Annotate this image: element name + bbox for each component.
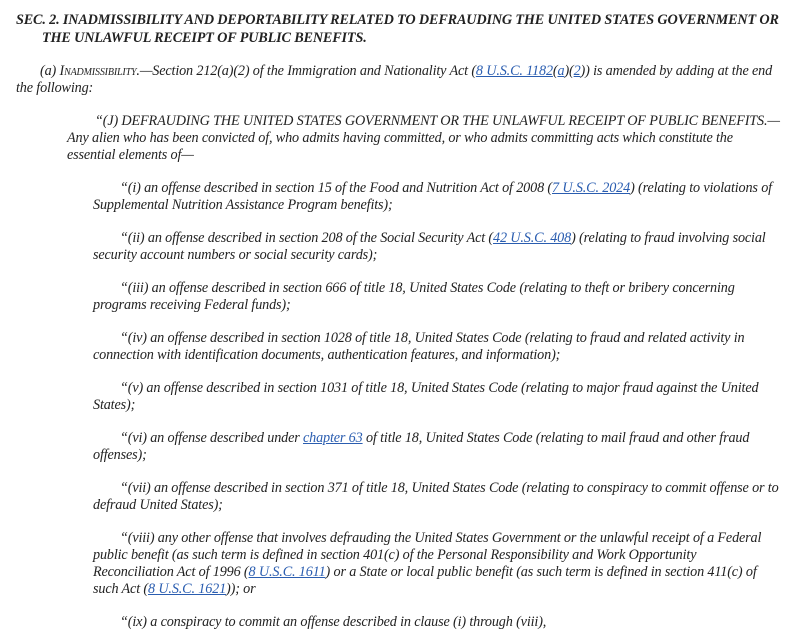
text-segment: )); or xyxy=(226,581,256,597)
text-segment: “(viii) any other offense that involves defrauding the United States Government or the unlawful receipt of a Federal public benefit (as such term is defined in section 401(c) of the Personal Responsibility and Work Opportunity Reconciliation Act of 1996 ( xyxy=(93,530,762,580)
text-segment: “(vii) an offense described in section 371 of title 18, United States Code (relating to conspiracy to commit offense or to defraud United States); xyxy=(93,480,779,513)
text-segment: “(vi) an offense described under xyxy=(120,430,303,446)
text-segment: “(ii) an offense described in section 208 of the Social Security Act ( xyxy=(120,230,494,246)
citation-link[interactable]: 8 U.S.C. 1611 xyxy=(248,564,326,580)
section-heading: SEC. 2. INADMISSIBILITY AND DEPORTABILITY RELATED TO DEFRAUDING THE UNITED STATES GOVERNMENT OR THE UNLAWFUL RECEIPT OF PUBLIC BENEFITS. xyxy=(16,12,779,46)
text-segment: “(J) DEFRAUDING THE UNITED STATES GOVERNMENT OR THE UNLAWFUL RECEIPT OF PUBLIC BENEFITS.—Any alien who has been convicted of, who admits having committed, or who admits committing acts which constitute the essential elements of— xyxy=(67,113,780,163)
clause-item xyxy=(93,380,780,414)
citation-link[interactable]: chapter 63 xyxy=(303,430,363,446)
clause-item xyxy=(93,530,780,598)
citation-link[interactable]: 8 U.S.C. 1621 xyxy=(147,581,227,597)
citation-link[interactable]: 7 U.S.C. 2024 xyxy=(552,180,631,196)
text-segment: “(iii) an offense described in section 666 of title 18, United States Code (relating to theft or bribery concerning programs receiving Federal funds); xyxy=(93,280,735,313)
text-segment: (a) xyxy=(40,63,60,79)
text-segment: “(v) an offense described in section 1031 of title 18, United States Code (relating to major fraud against the United States); xyxy=(93,380,759,413)
text-segment: ) (relating to fraud involving social security account numbers or social security cards); xyxy=(93,230,766,263)
text-segment: “(iv) an offense described in section 1028 of title 18, United States Code (relating to fraud and related activity in connection with identification documents, authentication features, and information); xyxy=(93,330,745,363)
text-segment: .—Section 212(a)(2) of the Immigration and Nationality Act ( xyxy=(136,63,476,79)
text-segment: ) or a State or local public benefit (as such term is defined in section 411(c) of such Act ( xyxy=(93,564,757,597)
text-segment: ) (relating to violations of Supplemental Nutrition Assistance Program benefits); xyxy=(93,180,772,213)
text-segment: “(ix) a conspiracy to commit an offense described in clause (i) through (viii), xyxy=(120,614,547,630)
clause-item xyxy=(93,330,780,364)
clause-item xyxy=(93,480,780,514)
clause-item xyxy=(93,230,780,264)
citation-link[interactable]: a xyxy=(557,63,565,79)
clause-item xyxy=(93,180,780,214)
text-segment: )) is amended by adding at the end the following: xyxy=(16,63,773,96)
text-segment: of title 18, United States Code (relating to mail fraud and other fraud offenses); xyxy=(93,430,750,463)
clause-item xyxy=(93,280,780,314)
paragraph-a xyxy=(16,63,780,97)
text-segment: )( xyxy=(564,63,574,79)
clause-item xyxy=(93,614,780,631)
text-segment: “(i) an offense described in section 15 of the Food and Nutrition Act of 2008 ( xyxy=(120,180,552,196)
citation-link[interactable]: 2 xyxy=(573,63,581,79)
clause-list xyxy=(0,180,800,631)
clause-item xyxy=(93,430,780,464)
text-segment: ( xyxy=(552,63,558,79)
citation-link[interactable]: 42 U.S.C. 408 xyxy=(493,230,572,246)
subsection-heading: Inadmissibility xyxy=(59,63,137,79)
subparagraph-j xyxy=(67,113,780,164)
citation-link[interactable]: 8 U.S.C. 1182 xyxy=(475,63,553,79)
